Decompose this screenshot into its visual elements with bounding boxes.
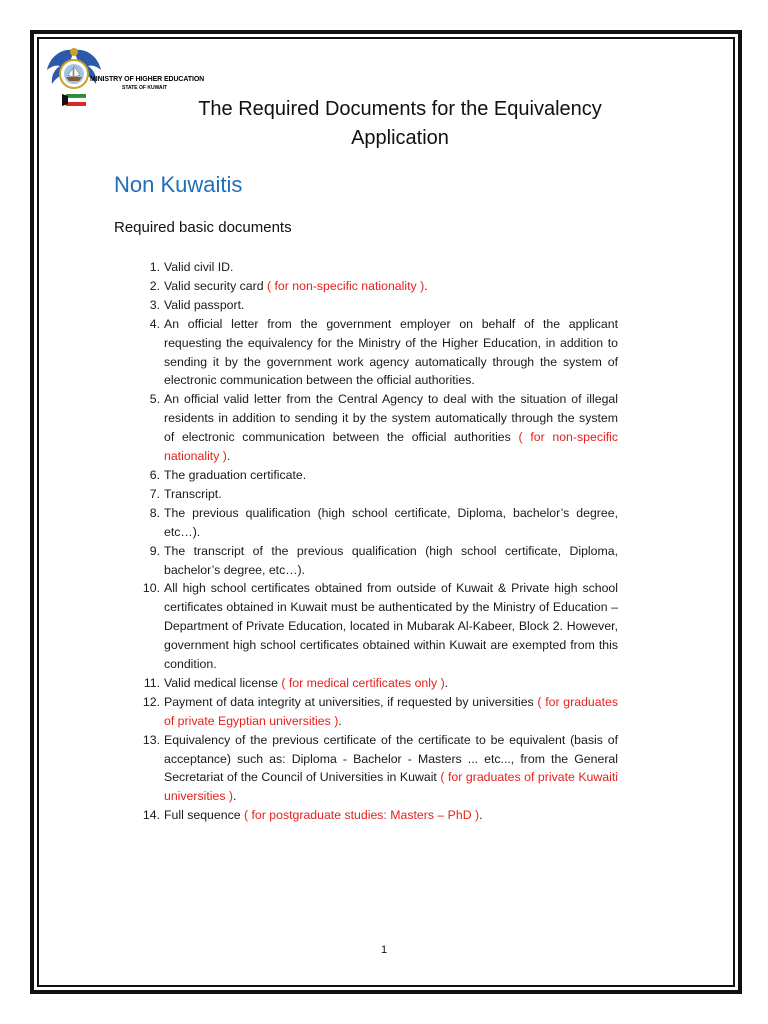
- list-item-note: ( for non-specific nationality ): [266, 278, 425, 293]
- list-item-text: Valid security card: [164, 278, 264, 293]
- list-item-text: The previous qualification (high school certificate, Diploma, bachelor’s degree, etc…).: [164, 505, 618, 539]
- list-item-note: ( for postgraduate studies: Masters – PhD ): [243, 808, 480, 823]
- list-item-text: The graduation certificate.: [164, 467, 307, 482]
- list-item: [136, 806, 618, 825]
- list-item-text: All high school certificates obtained from outside of Kuwait & Private high school certificates obtained in Kuwait must be authenticated by the Ministry of Education – Department of Private Education, located in Mubarak Al-Kabeer, Block 2. However, government high school certificates obtained within Kuwait are exempted from this condition.: [164, 581, 618, 672]
- list-item: [136, 674, 618, 693]
- list-item-number: 8.: [149, 505, 160, 520]
- list-item: [136, 296, 618, 315]
- list-item: [136, 258, 618, 277]
- list-item-text: Full sequence: [164, 808, 241, 823]
- list-item-text: An official valid letter from the Central Agency to deal with the situation of illegal residents in addition to sending it by the system automatically through the system of electronic communication between the official authorities: [164, 392, 618, 445]
- list-item-text: Payment of data integrity at universities, if requested by universities: [164, 694, 534, 709]
- list-item-end: .: [338, 713, 342, 728]
- list-item-number: 11.: [143, 675, 160, 690]
- list-item-note: ( for medical certificates only ): [281, 675, 445, 690]
- list-item-text: The transcript of the previous qualification (high school certificate, Diploma, bachelor’s degree, etc…).: [164, 543, 618, 577]
- list-item-end: .: [233, 789, 237, 804]
- list-item-number: 2.: [149, 278, 160, 293]
- list-item-number: 1.: [149, 260, 160, 274]
- list-item-end: .: [444, 675, 449, 690]
- list-item-number: 7.: [149, 486, 160, 501]
- document-title: The Required Documents for the Equivalency Application: [198, 98, 602, 149]
- list-item-text: Transcript.: [164, 486, 222, 501]
- section-subheading: Required basic documents: [114, 219, 292, 236]
- list-item: [136, 504, 618, 542]
- page-number: 1: [380, 944, 388, 956]
- list-item-number: 13.: [142, 732, 160, 747]
- section-heading: Non Kuwaitis: [114, 172, 243, 197]
- list-item-note: ( for graduates of private Kuwaiti universities ): [164, 770, 618, 804]
- list-item-number: 5.: [149, 392, 160, 407]
- list-item-end: .: [226, 449, 231, 464]
- list-item: [136, 693, 618, 731]
- list-item: [136, 315, 618, 391]
- list-item: [136, 390, 618, 466]
- list-item-text: Valid passport.: [164, 297, 245, 312]
- list-item-number: 4.: [149, 316, 160, 331]
- list-item-text: An official letter from the government employer on behalf of the applicant requesting the equivalency for the Ministry of the Higher Education, in addition to sending it by the government work agency automatically through the system of electronic communication between the official authorities.: [164, 316, 618, 388]
- list-item: [136, 485, 618, 504]
- ministry-name: MINISTRY OF HIGHER EDUCATION: [90, 76, 205, 83]
- list-item-number: 3.: [149, 297, 160, 312]
- list-item-number: 10.: [142, 581, 160, 596]
- list-item-number: 12.: [142, 694, 160, 709]
- list-item: [136, 579, 618, 674]
- list-item: [136, 542, 618, 580]
- list-item-text: Equivalency of the previous certificate of the certificate to be equivalent (basis of acceptance) such as: Diploma - Bachelor - Masters ... etc..., from the General Secretariat of the Council of Universities in Kuwait: [164, 732, 618, 785]
- required-documents-list: [136, 258, 618, 825]
- list-item-end: .: [479, 808, 483, 823]
- list-item-note: ( for non-specific nationality ): [164, 430, 618, 464]
- list-item-note: ( for graduates of private Egyptian universities ): [164, 694, 618, 728]
- list-item: [136, 277, 618, 296]
- list-item-number: 14.: [142, 808, 160, 823]
- state-name: STATE OF KUWAIT: [122, 85, 168, 91]
- list-item-end: .: [424, 278, 428, 293]
- list-item-text: Valid civil ID.: [164, 260, 234, 274]
- list-item-number: 9.: [149, 543, 160, 558]
- list-item-number: 6.: [149, 467, 160, 482]
- list-item: [136, 731, 618, 807]
- list-item-text: Valid medical license: [164, 675, 278, 690]
- list-item: [136, 466, 618, 485]
